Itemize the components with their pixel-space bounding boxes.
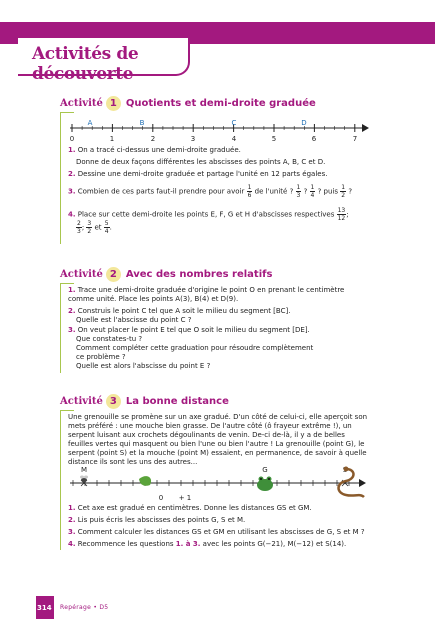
a2-question-1: 1. Trace une demi-droite graduée d'origine le point O en prenant le centimètre comme unité. Place les points A(3), B(4) et D(9). [68, 286, 345, 303]
a1-question-1: 1. On a tracé ci-dessus une demi-droite graduée. [68, 146, 241, 154]
page-title-box [18, 38, 190, 84]
a1-question-1b: Donne de deux façons différentes les abscisses des points A, B, C et D. [76, 158, 326, 166]
tick-label-4: 4 [231, 135, 237, 143]
point-label-c: C [231, 119, 237, 127]
a2-question-3: 3. On veut placer le point E tel que O soit le milieu du segment [DE]. [68, 326, 310, 334]
a2-question-3c: Comment compléter cette graduation pour résoudre complètement [76, 344, 314, 352]
arrow-head-icon [359, 479, 366, 487]
a3-question-2: 2. Lis puis écris les abscisses des points G, S et M. [68, 516, 246, 524]
activity3-rule [60, 410, 74, 411]
activity1-number-line [64, 116, 374, 146]
point-label-d: D [301, 119, 307, 127]
a2-question-2: 2. Construis le point C tel que A soit le milieu du segment [BC]. [68, 307, 291, 315]
activity1-number-badge: 1 [106, 96, 121, 111]
fraction-1-4: $\frac{1}{4}$ [310, 184, 315, 199]
tick-label-plus-one: + 1 [178, 494, 192, 502]
a3-question-1: 1. Cet axe est gradué en centimètres. Donne les distances GS et GM. [68, 504, 312, 512]
fraction-1-2: $\frac{1}{2}$ [341, 184, 346, 199]
activity2-title: Avec des nombres relatifs [125, 268, 273, 280]
activity1-title: Quotients et demi-droite graduée [125, 97, 316, 109]
tick-label-0: 0 [69, 135, 75, 143]
activity3-number-line [64, 463, 369, 503]
activity2-margin-line [60, 283, 61, 373]
fraction-1-3: $\frac{1}{3}$ [296, 184, 301, 199]
activity2-number-badge: 2 [106, 267, 121, 282]
a1-question-3: 3. Combien de ces parts faut-il prendre pour avoir $\frac{1}{6}$ de l'unité ? $\frac{1}{3}$ ? $\frac{1}{4}$ ? puis $\frac{1}{2}$ ? [68, 184, 353, 199]
page-number: 314 [37, 604, 52, 612]
a1-question-4: 4. Place sur cette demi-droite les points E, F, G et H d'abscisses respectives $\frac{13}{12}$ ; [68, 207, 349, 222]
frog-icon [257, 477, 273, 492]
activity1-margin-line [60, 112, 61, 244]
point-label-m: M [80, 466, 88, 474]
a2-question-3e: Quelle est alors l'abscisse du point E ? [76, 362, 211, 370]
activity1-heading [60, 94, 316, 112]
tick-label-zero: 0 [158, 494, 164, 502]
leaf-icon [139, 476, 151, 486]
activity3-margin-line [60, 410, 61, 550]
fly-icon [80, 476, 88, 483]
tick-label-2: 2 [150, 135, 156, 143]
a2-question-3b: Que constates-tu ? [76, 335, 143, 343]
a2-question-2b: Quelle est l'abscisse du point C ? [76, 316, 192, 324]
activity3-heading [60, 392, 229, 410]
fraction-13-12: $\frac{13}{12}$ [337, 207, 346, 222]
activity2-label: Activité [60, 268, 103, 280]
fraction-5-4: $\frac{5}{4}$ [104, 220, 109, 235]
point-label-a: A [87, 119, 93, 127]
a3-story-paragraph: Une grenouille se promène sur un axe gradué. D'un côté de celui-ci, elle aperçoit son mets préféré : une mouche bien grasse. De l'autre côté (ô frayeur extrême !), un serpent luisant aux crochets dégoulinants de venin. De-ci de-là, il y a de belles feuilles vertes qui masquent ou bien l'une ou bien l'autre ! La grenouille (point G), le serpent (point S) et la mouche (point M) essaient, en permanence, de savoir à quelle distance ils sont les uns des autres... [68, 413, 368, 466]
activity2-rule [60, 283, 74, 284]
fraction-1-6: $\frac{1}{6}$ [247, 184, 252, 199]
tick-label-6: 6 [311, 135, 317, 143]
point-label-g: G [262, 466, 268, 474]
activity1-label: Activité [60, 97, 103, 109]
tick-label-5: 5 [271, 135, 277, 143]
a3-question-3: 3. Comment calculer les distances GS et GM en utilisant les abscisses de G, S et M ? [68, 528, 365, 536]
activity3-title: La bonne distance [125, 395, 229, 407]
fraction-2-3: $\frac{2}{3}$ [77, 220, 81, 235]
tick-label-1: 1 [109, 135, 115, 143]
activity3-number-badge: 3 [106, 394, 121, 409]
arrow-head-icon [362, 124, 369, 132]
tick-label-3: 3 [190, 135, 196, 143]
activity2-heading [60, 265, 272, 283]
a2-question-3d: ce problème ? [76, 353, 126, 361]
tick-label-7: 7 [352, 135, 358, 143]
a1-question-2: 2. Dessine une demi-droite graduée et partage l'unité en 12 parts égales. [68, 170, 328, 178]
page-title: Activités de découverte [32, 44, 139, 84]
activity1-rule [60, 112, 74, 113]
point-label-b: B [139, 119, 145, 127]
a1-question-4-fractions: $\frac{2}{3}$ ; $\frac{3}{2}$ et $\frac{5}{4}$ . [77, 220, 112, 235]
fraction-3-2: $\frac{3}{2}$ [87, 220, 92, 235]
activity3-label: Activité [60, 395, 103, 407]
a3-question-4: 4. Recommence les questions 1. à 3. avec les points G(−21), M(−12) et S(14). [68, 540, 347, 548]
footer-section: Repérage • D5 [60, 604, 109, 611]
